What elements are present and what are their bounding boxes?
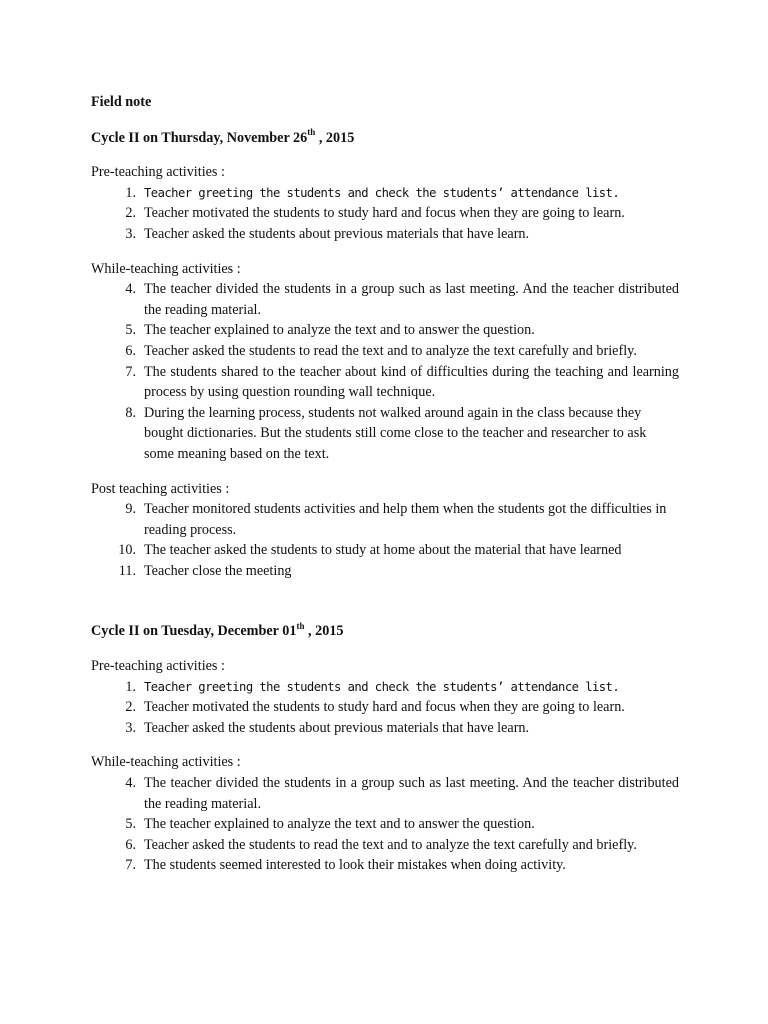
item-number: 4. <box>125 281 136 298</box>
item-text: The teacher asked the students to study at home about the material that have learned <box>144 542 622 559</box>
list-item <box>91 697 679 718</box>
activity-list <box>91 183 679 245</box>
cycle-heading <box>91 128 679 149</box>
cycle-section <box>91 128 679 582</box>
item-text: The teacher explained to analyze the text and to answer the question. <box>144 322 535 339</box>
document-title: Field note <box>91 94 152 110</box>
item-number: 4. <box>125 775 136 792</box>
item-number: 1. <box>125 184 136 201</box>
cycle-heading-year: , 2015 <box>304 623 344 640</box>
item-text: Teacher asked the students about previous materials that have learn. <box>144 719 530 736</box>
section-label-pre-teaching: Pre-teaching activities : <box>91 164 225 181</box>
item-number: 6. <box>125 836 136 853</box>
list-item <box>91 341 679 362</box>
item-text: Teacher asked the students to read the text and to analyze the text carefully and briefly. <box>144 836 637 853</box>
item-text: The teacher divided the students in a group such as last meeting. And the teacher distributed the reading material. <box>144 775 679 812</box>
document-page <box>91 92 679 876</box>
activity-list <box>91 499 679 581</box>
item-number: 3. <box>125 719 136 736</box>
list-item <box>91 773 679 814</box>
item-number: 9. <box>125 501 136 518</box>
item-text: Teacher greeting the students and check the students’ attendance list. <box>144 679 620 694</box>
item-number: 11. <box>118 562 136 579</box>
item-number: 5. <box>125 322 136 339</box>
section-label-while-teaching: While-teaching activities : <box>91 260 241 277</box>
cycle-heading-superscript: th <box>296 620 305 631</box>
cycle-heading <box>91 621 679 642</box>
item-number: 2. <box>125 205 136 222</box>
list-item <box>91 183 679 204</box>
section-label-while-teaching: While-teaching activities : <box>91 754 241 771</box>
list-item <box>91 403 679 465</box>
cycle-heading-text: Cycle II on Thursday, November 26 <box>91 129 308 146</box>
list-item <box>91 224 679 245</box>
section-label-post-teaching: Post teaching activities : <box>91 480 230 497</box>
item-number: 5. <box>125 816 136 833</box>
cycle-heading-text: Cycle II on Tuesday, December 01 <box>91 623 297 640</box>
activity-list <box>91 773 679 876</box>
item-number: 1. <box>125 678 136 695</box>
item-text: The students shared to the teacher about kind of difficulties during the teaching and learning process by using question rounding wall technique. <box>144 363 679 401</box>
item-text: Teacher monitored students activities and help them when the students got the difficulties in reading process. <box>144 501 667 538</box>
item-text: The teacher divided the students in a group such as last meeting. And the teacher distributed the reading material. <box>144 281 679 318</box>
list-item <box>91 855 679 876</box>
item-text: During the learning process, students not walked around again in the class because they bought dictionaries. But the students still come close to the teacher and researcher to ask some meaning based on the text. <box>144 404 647 462</box>
cycle-section <box>91 621 679 876</box>
list-item <box>91 718 679 739</box>
cycle-heading-year: , 2015 <box>315 129 355 146</box>
item-number: 7. <box>125 363 136 380</box>
list-item <box>91 203 679 224</box>
list-item <box>91 320 679 341</box>
item-text: Teacher greeting the students and check the students’ attendance list. <box>144 185 620 200</box>
item-text: Teacher motivated the students to study hard and focus when they are going to learn. <box>144 205 625 222</box>
list-item <box>91 677 679 698</box>
list-item <box>91 814 679 835</box>
item-number: 2. <box>125 699 136 716</box>
item-number: 3. <box>125 225 136 242</box>
list-item <box>91 362 679 403</box>
item-text: Teacher close the meeting <box>144 562 292 579</box>
item-text: The students seemed interested to look their mistakes when doing activity. <box>144 857 566 874</box>
list-item <box>91 540 679 561</box>
list-item <box>91 279 679 320</box>
list-item <box>91 499 679 540</box>
item-text: Teacher asked the students about previous materials that have learn. <box>144 225 530 242</box>
item-number: 10. <box>118 542 136 559</box>
item-number: 8. <box>125 404 136 421</box>
activity-list <box>91 279 679 464</box>
list-item <box>91 561 679 582</box>
item-text: Teacher motivated the students to study hard and focus when they are going to learn. <box>144 699 625 716</box>
item-number: 6. <box>125 342 136 359</box>
list-item <box>91 835 679 856</box>
activity-list <box>91 677 679 739</box>
section-label-pre-teaching: Pre-teaching activities : <box>91 658 225 675</box>
item-number: 7. <box>125 857 136 874</box>
item-text: Teacher asked the students to read the text and to analyze the text carefully and briefly. <box>144 342 637 359</box>
item-text: The teacher explained to analyze the text and to answer the question. <box>144 816 535 833</box>
cycle-heading-superscript: th <box>307 126 316 137</box>
